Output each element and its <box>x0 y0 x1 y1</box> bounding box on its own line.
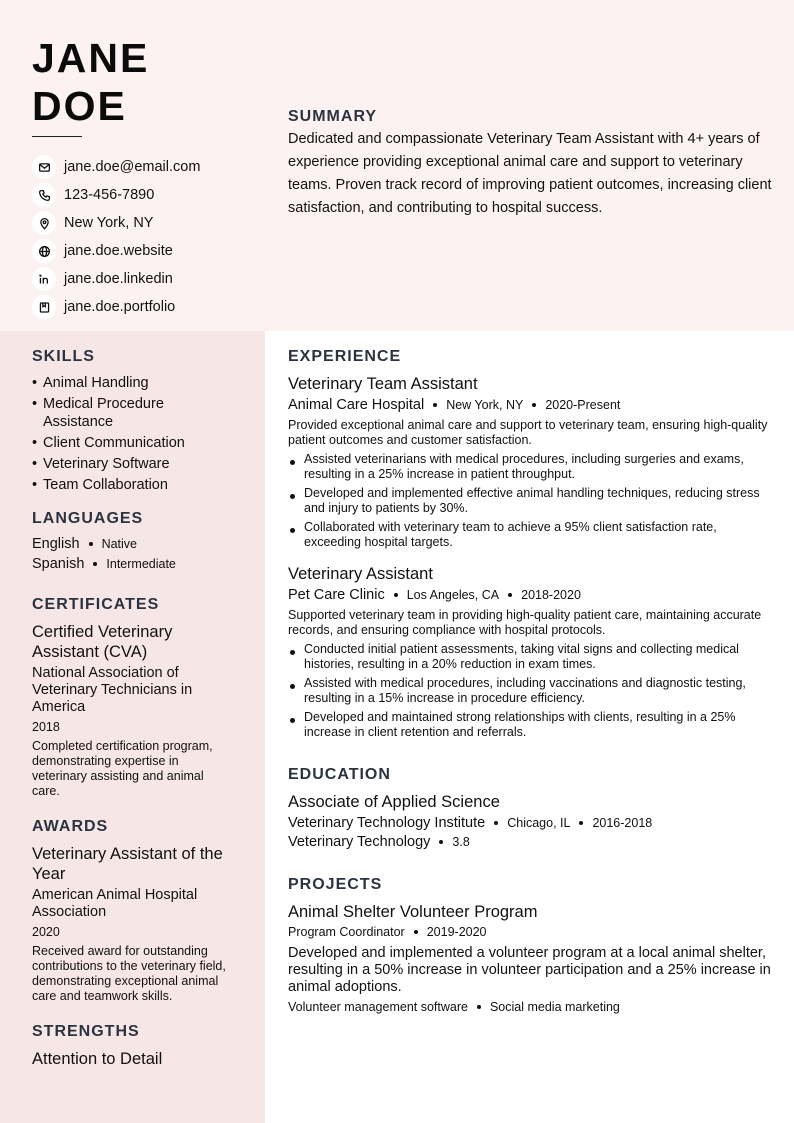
education-field: Veterinary Technology <box>288 834 431 850</box>
job-company: Animal Care Hospital <box>288 397 425 413</box>
email-icon <box>32 155 56 179</box>
summary-title: SUMMARY <box>288 108 378 125</box>
education-title: EDUCATION <box>288 766 391 783</box>
job-company: Pet Care Clinic <box>288 587 385 603</box>
project-description: Developed and implemented a volunteer program at a local animal shelter, resulting in a 50% increase in volunteer participation and a 25% increase in animal adoptions. <box>288 945 771 995</box>
job-entry <box>288 564 773 740</box>
job-description: Supported veterinary team in providing high-quality patient care, maintaining accurate records, and ensuring compliance with hospital protocols. <box>288 608 762 637</box>
phone-icon <box>32 183 56 207</box>
project-dates: 2019-2020 <box>426 925 487 939</box>
project-meta <box>288 925 773 939</box>
skill-item: • Client Communication <box>32 434 232 452</box>
languages-section <box>32 510 232 576</box>
education-location: Chicago, IL <box>507 816 571 830</box>
experience-section <box>288 348 773 754</box>
job-bullets <box>288 642 773 740</box>
job-bullet: Conducted initial patient assessments, taking vital signs and collecting medical histories, resulting in a 20% reduction in exam times. <box>288 642 773 672</box>
certificates-title: CERTIFICATES <box>32 596 160 613</box>
experience-title: EXPERIENCE <box>288 348 402 365</box>
education-school: Veterinary Technology Institute <box>288 815 486 831</box>
project-tools <box>288 1000 773 1014</box>
project-name: Animal Shelter Volunteer Program <box>288 903 538 921</box>
contact-linkedin-text: jane.doe.linkedin <box>64 271 173 287</box>
job-description: Provided exceptional animal care and support to veterinary team, ensuring high-quality patient outcomes and customer satisfaction. <box>288 418 768 447</box>
languages-title: LANGUAGES <box>32 510 144 527</box>
skills-title: SKILLS <box>32 348 95 365</box>
separator-dot <box>394 593 398 597</box>
separator-dot <box>477 1005 481 1009</box>
separator-dot <box>439 840 443 844</box>
contact-website-text: jane.doe.website <box>64 243 173 259</box>
project-tool: Social media marketing <box>489 1000 620 1014</box>
contact-list <box>32 153 252 321</box>
contact-phone[interactable] <box>32 181 252 209</box>
name-divider <box>32 136 82 137</box>
job-bullet: Assisted veterinarians with medical procedures, including surgeries and exams, resulting in a 25% increase in patient throughput. <box>288 452 773 482</box>
skill-item: • Animal Handling <box>32 374 232 392</box>
summary-text: Dedicated and compassionate Veterinary Team Assistant with 4+ years of experience providing exceptional animal care and support to veterinary teams. Proven track record of improving patient outcomes, increasing client satisfaction, and contributing to hospital success. <box>288 131 772 216</box>
certificate-name: Certified Veterinary Assistant (CVA) <box>32 623 173 661</box>
award-year: 2020 <box>32 925 60 939</box>
linkedin-icon <box>32 267 56 291</box>
project-tool: Volunteer management software <box>288 1000 468 1014</box>
projects-title: PROJECTS <box>288 876 383 893</box>
contact-portfolio[interactable] <box>32 293 252 321</box>
education-dates: 2016-2018 <box>592 816 653 830</box>
job-bullets <box>288 452 773 550</box>
language-level: Intermediate <box>106 557 176 571</box>
awards-title: AWARDS <box>32 818 109 835</box>
job-bullet: Developed and maintained strong relationships with clients, resulting in a 25% increase in client retention and referrals. <box>288 710 773 740</box>
language-row <box>32 556 232 572</box>
contact-linkedin[interactable] <box>32 265 252 293</box>
award-name: Veterinary Assistant of the Year <box>32 845 223 883</box>
skills-section <box>32 348 232 497</box>
job-entry <box>288 374 773 550</box>
separator-dot <box>532 403 536 407</box>
separator-dot <box>414 930 418 934</box>
language-level: Native <box>101 537 137 551</box>
award-desc: Received award for outstanding contributions to the veterinary field, demonstrating exceptional animal care and teamwork skills. <box>32 944 226 1003</box>
separator-dot <box>508 593 512 597</box>
separator-dot <box>579 821 583 825</box>
contact-location-text: New York, NY <box>64 215 154 231</box>
education-meta <box>288 815 773 831</box>
job-meta <box>288 397 773 413</box>
first-name: JANE <box>32 35 150 81</box>
education-section <box>288 766 773 850</box>
job-dates: 2018-2020 <box>521 588 581 602</box>
certificate-org: National Association of Veterinary Technicians in America <box>32 665 193 715</box>
job-location: Los Angeles, CA <box>406 588 500 602</box>
education-degree: Associate of Applied Science <box>288 793 500 811</box>
contact-website[interactable] <box>32 237 252 265</box>
location-icon <box>32 211 56 235</box>
globe-icon <box>32 239 56 263</box>
contact-phone-text: 123-456-7890 <box>64 187 155 203</box>
skill-item: • Veterinary Software <box>32 455 232 473</box>
language-row <box>32 536 232 552</box>
certificate-desc: Completed certification program, demonstrating expertise in veterinary assisting and animal care. <box>32 739 213 798</box>
certificates-section <box>32 596 232 799</box>
language-name: English <box>32 536 80 552</box>
contact-location <box>32 209 252 237</box>
job-dates: 2020-Present <box>545 398 621 412</box>
summary-section <box>288 108 773 220</box>
contact-portfolio-text: jane.doe.portfolio <box>64 299 176 315</box>
job-bullet: Developed and implemented effective animal handling techniques, reducing stress and injury to patients by 30%. <box>288 486 773 516</box>
portfolio-icon <box>32 295 56 319</box>
strengths-section <box>32 1023 232 1069</box>
skill-item: • Medical Procedure Assistance <box>32 395 182 431</box>
contact-email-text: jane.doe@email.com <box>64 159 201 175</box>
skills-list <box>32 374 232 494</box>
job-bullet: Collaborated with veterinary team to achieve a 95% client satisfaction rate, exceeding hospital targets. <box>288 520 773 550</box>
awards-section <box>32 818 232 1004</box>
strengths-title: STRENGTHS <box>32 1023 140 1040</box>
skill-item: • Team Collaboration <box>32 476 232 494</box>
candidate-name <box>32 34 252 130</box>
separator-dot <box>93 562 97 566</box>
separator-dot <box>433 403 437 407</box>
job-meta <box>288 587 773 603</box>
last-name: DOE <box>32 83 127 129</box>
contact-email[interactable] <box>32 153 252 181</box>
job-title: Veterinary Assistant <box>288 565 433 583</box>
language-name: Spanish <box>32 556 85 572</box>
separator-dot <box>494 821 498 825</box>
education-field-row <box>288 834 773 850</box>
education-gpa: 3.8 <box>452 835 470 849</box>
certificate-year: 2018 <box>32 720 60 734</box>
resume-header <box>32 34 252 321</box>
strength-item: Attention to Detail <box>32 1050 163 1068</box>
project-role: Program Coordinator <box>288 925 405 939</box>
job-location: New York, NY <box>446 398 524 412</box>
separator-dot <box>89 542 93 546</box>
job-title: Veterinary Team Assistant <box>288 375 478 393</box>
award-org: American Animal Hospital Association <box>32 887 198 920</box>
job-bullet: Assisted with medical procedures, including vaccinations and diagnostic testing, resulting in a 15% increase in procedure efficiency. <box>288 676 773 706</box>
projects-section <box>288 876 773 1014</box>
